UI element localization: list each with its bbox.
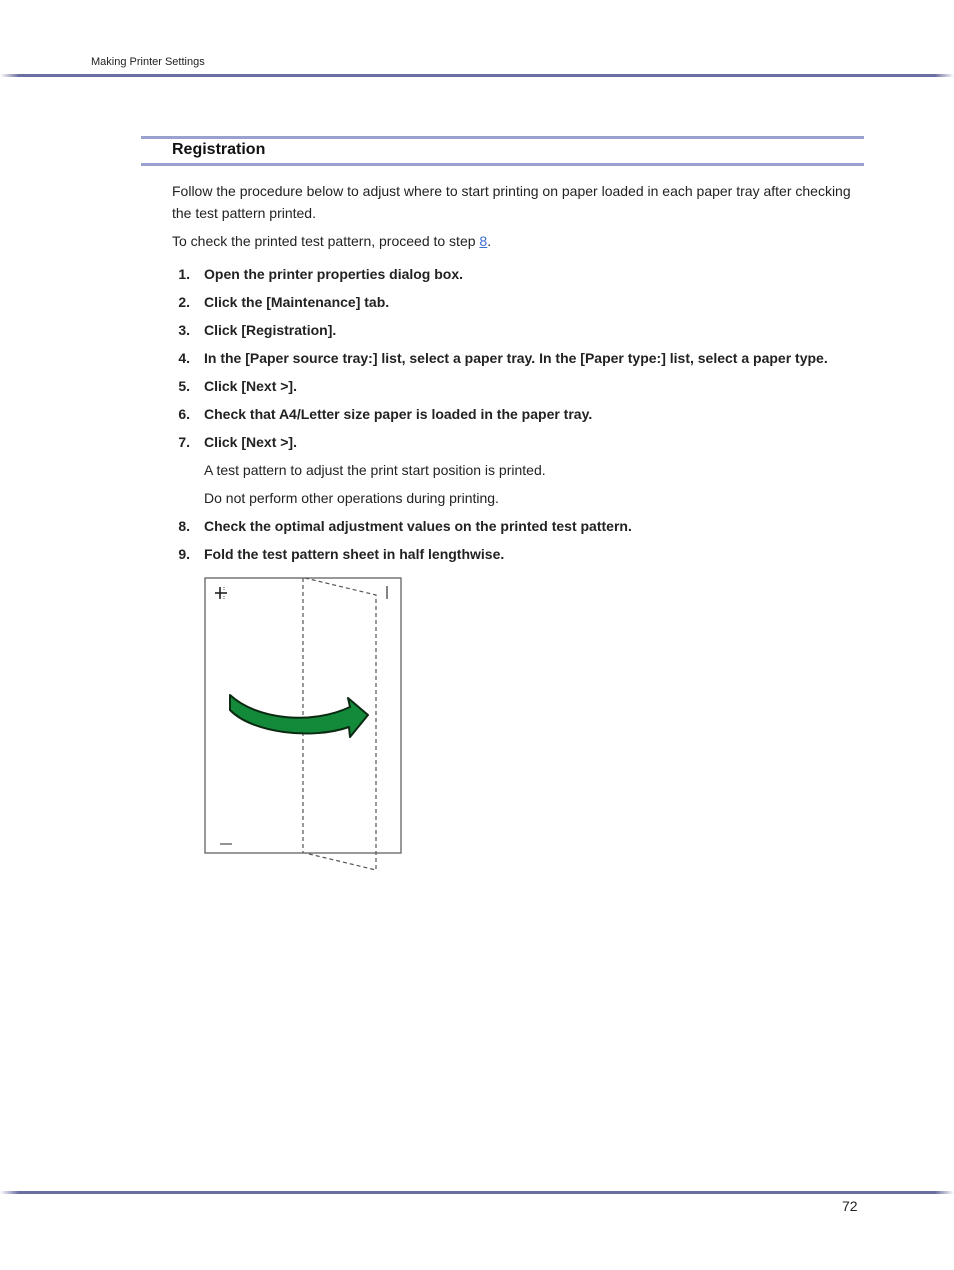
intro-step-reference xyxy=(172,230,862,252)
intro-paragraph: Follow the procedure below to adjust where to start printing on paper loaded in each paper tray after checking the test pattern printed. xyxy=(172,183,851,221)
step-text: Open the printer properties dialog box. xyxy=(204,266,464,282)
step-5 xyxy=(172,378,297,394)
step-3 xyxy=(172,322,337,338)
step-9 xyxy=(172,546,505,562)
intro-reference-prefix: To check the printed test pattern, proceed to step xyxy=(172,233,480,249)
section-heading-bar xyxy=(141,136,864,166)
step-7 xyxy=(172,434,297,450)
step-number: 8. xyxy=(178,518,190,534)
step-text: Check the optimal adjustment values on the printed test pattern. xyxy=(204,518,632,534)
step-text: Click [Registration]. xyxy=(204,322,337,338)
step-8 xyxy=(172,518,632,534)
step-text: In the [Paper source tray:] list, select a paper tray. In the [Paper type:] list, select a paper type. xyxy=(204,350,828,366)
step-8-link[interactable]: 8 xyxy=(479,233,488,249)
step-number: 1. xyxy=(178,266,190,282)
step-1 xyxy=(172,266,464,282)
page-number: 72 xyxy=(842,1198,858,1214)
step-7-note-2: Do not perform other operations during printing. xyxy=(204,490,499,506)
step-number: 9. xyxy=(178,546,190,562)
footer-rule xyxy=(0,1191,954,1194)
step-number: 4. xyxy=(178,350,190,366)
step-number: 2. xyxy=(178,294,190,310)
step-6 xyxy=(172,406,593,422)
step-number: 5. xyxy=(178,378,190,394)
step-number: 3. xyxy=(178,322,190,338)
step-number: 7. xyxy=(178,434,190,450)
step-text: Click [Next >]. xyxy=(204,434,297,450)
step-2 xyxy=(172,294,390,310)
intro-reference-suffix: . xyxy=(487,233,492,249)
step-number: 6. xyxy=(178,406,190,422)
step-text: Fold the test pattern sheet in half lengthwise. xyxy=(204,546,505,562)
header-rule xyxy=(0,74,954,77)
fold-illustration xyxy=(202,575,404,873)
step-text: Click [Next >]. xyxy=(204,378,297,394)
running-header: Making Printer Settings xyxy=(91,56,205,68)
step-4 xyxy=(172,350,828,366)
step-text: Check that A4/Letter size paper is loaded in the paper tray. xyxy=(204,406,593,422)
section-title: Registration xyxy=(172,141,266,158)
step-text: Click the [Maintenance] tab. xyxy=(204,294,390,310)
step-7-note-1: A test pattern to adjust the print start position is printed. xyxy=(204,462,546,478)
